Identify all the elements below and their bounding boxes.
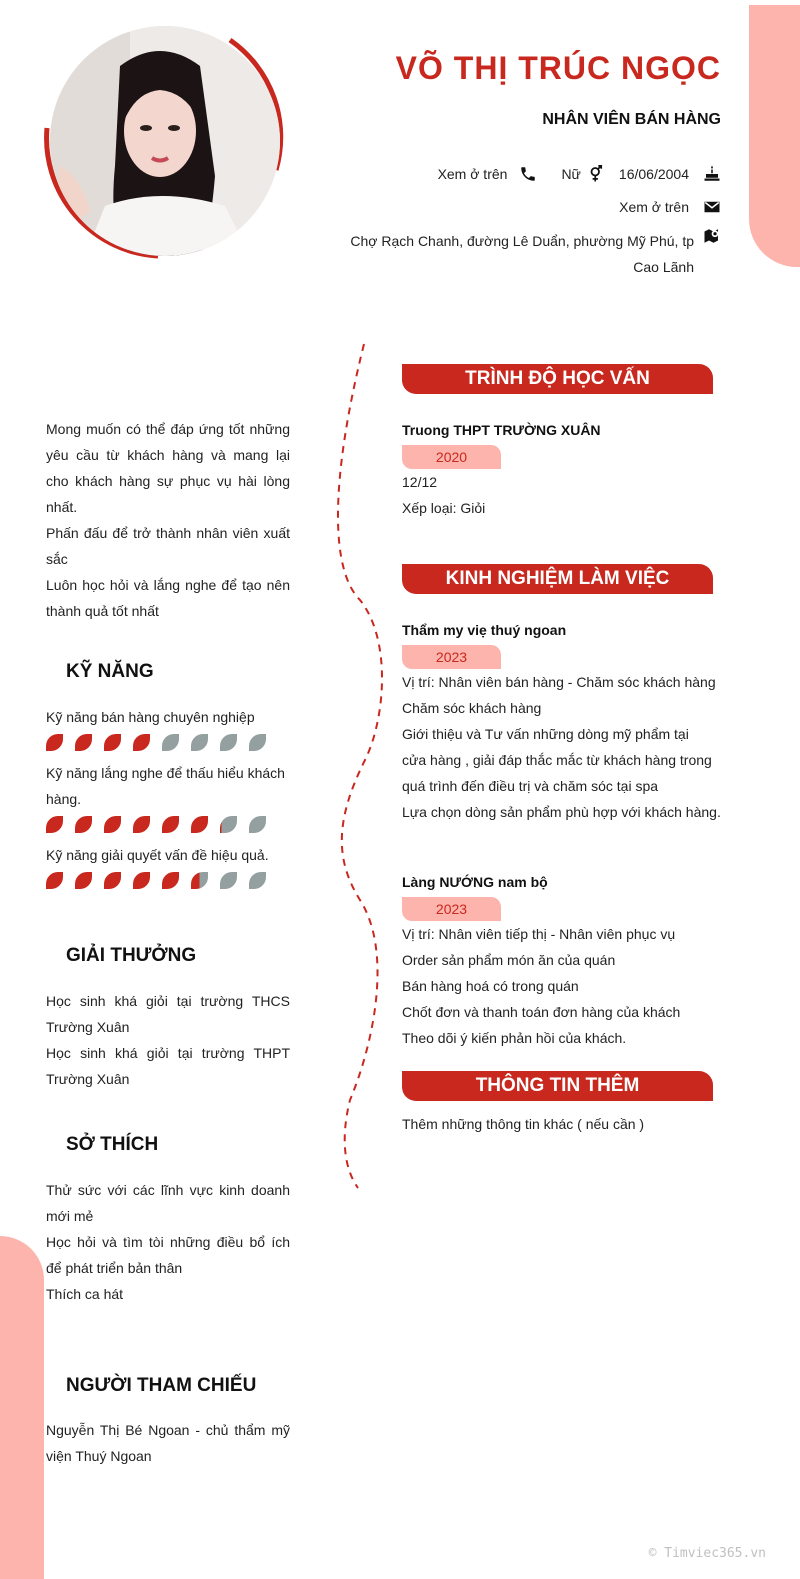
avatar-photo [50, 26, 280, 256]
skill-leaf [249, 816, 266, 833]
job-line: Lựa chọn dòng sản phẩm phù hợp với khách hàng. [402, 804, 721, 820]
reference-text: Nguyễn Thị Bé Ngoan - chủ thẩm mỹ viện Thuý Ngoan [46, 1422, 290, 1464]
hobby-item: Học hỏi và tìm tòi những điều bổ ích để phát triển bản thân [46, 1234, 290, 1276]
skill-leaf [104, 872, 121, 889]
skill-leaf [46, 872, 63, 889]
skill-leaf [133, 734, 150, 751]
footer-watermark: © Timviec365.vn [648, 1546, 766, 1561]
job-line: Chăm sóc khách hàng [402, 700, 542, 716]
award-item: Học sinh khá giỏi tại trường THPT Trường Xuân [46, 1045, 290, 1087]
job-line: Order sản phẩm món ăn của quán [402, 952, 616, 968]
map-icon [703, 227, 721, 245]
skills-section [46, 704, 290, 898]
objective-line: Luôn học hỏi và lắng nghe để tạo nên thành quả tốt nhất [46, 577, 290, 619]
skill-rating [46, 734, 290, 752]
skill-leaf [220, 734, 237, 751]
contact-birthday [619, 165, 721, 183]
skill-leaf [162, 734, 179, 751]
skill-rating [46, 872, 290, 890]
company-name: Thẩm my viẹ thuý ngoan [402, 622, 567, 638]
decor-shape-top-right [749, 5, 800, 267]
skill-name: Kỹ năng giải quyết vấn đề hiệu quả. [46, 847, 269, 863]
candidate-name: VÕ THỊ TRÚC NGỌC [395, 50, 721, 86]
hobbies-section [46, 1177, 290, 1307]
contact-gender [561, 165, 604, 183]
education-grade: 12/12 [402, 474, 438, 490]
experience-job-2 [402, 869, 722, 1051]
objective-line: Phấn đấu để trở thành nhân viên xuất sắc [46, 525, 290, 567]
contact-email [619, 198, 721, 216]
job-line: Giới thiệu và Tư vấn những dòng mỹ phẩm tại cửa hàng , giải đáp thắc mắc từ khách hàng trong quá trình đến điều trị và chăm sóc tại spa [402, 726, 712, 794]
awards-heading: GIẢI THƯỞNG [66, 945, 197, 966]
contact-phone [438, 165, 538, 183]
hobby-item: Thử sức với các lĩnh vực kinh doanh mới mẻ [46, 1182, 290, 1224]
gender-icon [587, 165, 605, 183]
job-line: Theo dõi ý kiến phản hồi của khách. [402, 1030, 627, 1046]
phone-icon [519, 165, 537, 183]
education-year: 2020 [402, 445, 501, 469]
contact-row-1 [438, 165, 721, 183]
gender-value: Nữ [561, 166, 581, 182]
mail-icon [703, 198, 721, 216]
objective-line: Mong muốn có thể đáp ứng tốt những yêu cầu từ khách hàng và mang lại cho khách hàng sự phục vụ hài lòng nhất. [46, 421, 290, 515]
job-year: 2023 [402, 645, 501, 669]
cake-icon [703, 165, 721, 183]
skill-leaf [133, 816, 150, 833]
skill-leaf [133, 872, 150, 889]
hobbies-heading: SỞ THÍCH [66, 1134, 159, 1155]
skill-leaf [104, 816, 121, 833]
hobby-item: Thích ca hát [46, 1286, 124, 1302]
skill-leaf [220, 816, 237, 833]
additional-heading: THÔNG TIN THÊM [402, 1071, 713, 1101]
skill-leaf [191, 734, 208, 751]
skill-name: Kỹ năng lắng nghe để thấu hiểu khách hàng. [46, 765, 285, 807]
skill-leaf [75, 872, 92, 889]
skills-heading: KỸ NĂNG [66, 661, 154, 682]
skill-leaf [162, 816, 179, 833]
column-divider [330, 340, 390, 1192]
contact-row-2 [619, 198, 721, 216]
skill-leaf [249, 734, 266, 751]
additional-section [402, 1111, 722, 1137]
job-line: Bán hàng hoá có trong quán [402, 978, 579, 994]
skill-leaf [75, 816, 92, 833]
objective-section [46, 416, 290, 624]
additional-text: Thêm những thông tin khác ( nếu cần ) [402, 1116, 645, 1132]
skill-leaf [249, 872, 266, 889]
skill-leaf [104, 734, 121, 751]
company-name: Làng NƯỚNG nam bộ [402, 874, 548, 890]
skill-leaf [46, 734, 63, 751]
award-item: Học sinh khá giỏi tại trường THCS Trường Xuân [46, 993, 290, 1035]
experience-job-1 [402, 617, 722, 825]
job-line: Vị trí: Nhân viên tiếp thị - Nhân viên phục vụ [402, 926, 676, 942]
avatar [40, 20, 290, 264]
job-line: Vị trí: Nhân viên bán hàng - Chăm sóc khách hàng [402, 674, 716, 690]
skill-leaf [162, 872, 179, 889]
skill-rating [46, 816, 290, 834]
decor-shape-bottom-left [0, 1236, 44, 1579]
job-year: 2023 [402, 897, 501, 921]
education-heading: TRÌNH ĐỘ HỌC VẤN [402, 364, 713, 394]
email-value: Xem ở trên [619, 199, 689, 215]
references-section [46, 1417, 290, 1469]
birthday-value: 16/06/2004 [618, 166, 689, 182]
experience-heading: KINH NGHIỆM LÀM VIỆC [402, 564, 713, 594]
skill-leaf [191, 872, 208, 889]
skill-name: Kỹ năng bán hàng chuyên nghiệp [46, 709, 255, 725]
skill-leaf [220, 872, 237, 889]
skill-leaf [46, 816, 63, 833]
contact-address: Chợ Rạch Chanh, đường Lê Duẩn, phường Mỹ Phú, tp Cao Lãnh [350, 233, 694, 275]
phone-value: Xem ở trên [437, 166, 508, 182]
skill-leaf [75, 734, 92, 751]
education-section [402, 417, 722, 521]
references-heading: NGƯỜI THAM CHIẾU [66, 1375, 257, 1396]
school-name: Truong THPT TRƯỜNG XUÂN [402, 422, 601, 438]
job-title: NHÂN VIÊN BÁN HÀNG [542, 111, 721, 128]
skill-leaf [191, 816, 208, 833]
education-rank: Xếp loại: Giỏi [402, 500, 486, 516]
awards-section [46, 988, 290, 1092]
job-line: Chốt đơn và thanh toán đơn hàng của khách [402, 1004, 681, 1020]
